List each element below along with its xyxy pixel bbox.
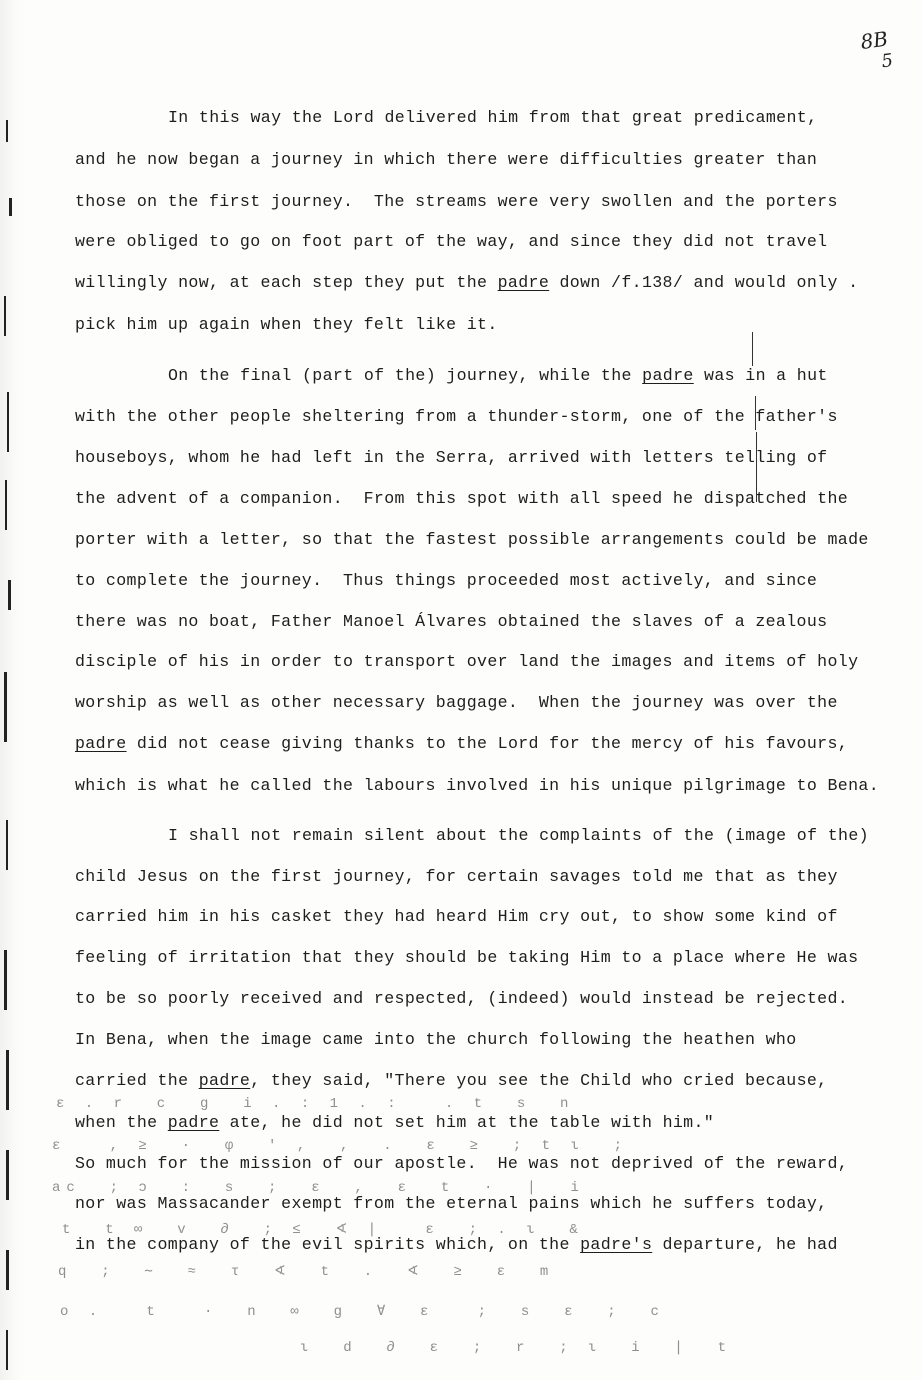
text-line <box>75 776 879 796</box>
text-line <box>75 1154 848 1174</box>
text-run: there was no boat, Father Manoel Álvares obtained the slaves of a zealous <box>75 612 828 631</box>
text-line <box>75 612 827 632</box>
margin-mark <box>4 672 7 742</box>
text-run: when the <box>75 1113 168 1132</box>
text-run: and he now began a journey in which there were difficulties greater than <box>75 150 818 169</box>
text-line <box>75 948 858 968</box>
text-line <box>168 826 869 846</box>
text-run: feeling of irritation that they should be taking Him to a place where He was <box>75 948 859 967</box>
text-run: the advent of a companion. From this spot with all speed he dispatched the <box>75 489 849 508</box>
text-line <box>75 571 817 591</box>
page-number-main: 8B <box>858 26 890 55</box>
text-line <box>75 530 869 550</box>
margin-mark <box>6 1250 9 1290</box>
margin-mark <box>6 1330 8 1370</box>
text-line <box>168 108 817 128</box>
show-through-text: o . t · n ∞ g ∀ ε ; s ε ; c <box>60 1304 665 1320</box>
text-run: were obliged to go on foot part of the way, and since they did not travel <box>75 232 828 251</box>
text-run: ate, he did not set him at the table with him." <box>219 1113 715 1132</box>
underlined-word: padre <box>75 734 127 753</box>
show-through-text: q ; ∼ ≈ τ ∢ t . ∢ ≥ ε m <box>58 1264 555 1280</box>
show-through-text: ι d ∂ ε ; r ; ι i ∣ t <box>300 1340 733 1356</box>
text-line <box>75 150 817 170</box>
margin-mark <box>6 820 8 870</box>
text-line <box>75 1030 797 1050</box>
text-run: On the final (part of the) journey, while the <box>168 366 643 385</box>
text-run: child Jesus on the first journey, for certain savages told me that as they <box>75 867 838 886</box>
page-number <box>859 28 894 74</box>
text-run: to be so poorly received and respected, (indeed) would instead be rejected. <box>75 989 849 1008</box>
text-run: in the company of the evil spirits which, on the <box>75 1235 581 1254</box>
text-run: departure, he had <box>652 1235 838 1254</box>
text-run: which is what he called the labours involved in his unique pilgrimage to Bena. <box>75 776 880 795</box>
show-through-text: ac ; ɔ : s ; ɛ , ε t ∙ ∣ i <box>52 1180 585 1196</box>
text-run: , they said, "There you see the Child who cried because, <box>250 1071 828 1090</box>
underlined-word: padre <box>167 1113 220 1132</box>
text-line <box>75 232 827 252</box>
text-run: down /f.138/ and would only . <box>549 273 859 292</box>
text-line <box>75 1235 838 1255</box>
text-line <box>75 734 848 754</box>
text-line <box>75 192 838 212</box>
page-number-sub: 5 <box>880 49 895 73</box>
text-run: pick him up again when they felt like it. <box>75 315 498 334</box>
text-line <box>75 1194 827 1214</box>
text-line <box>75 315 498 335</box>
underlined-word: padre <box>497 273 550 292</box>
text-run: I shall not remain silent about the complaints of the (image of the) <box>168 826 869 845</box>
margin-mark <box>4 950 7 1010</box>
margin-mark <box>6 120 8 142</box>
text-line <box>75 989 848 1009</box>
text-run: carried the <box>75 1071 199 1090</box>
text-run: nor was Massacander exempt from the eternal pains which he suffers today, <box>75 1194 828 1213</box>
text-line <box>75 489 848 509</box>
text-run: to complete the journey. Thus things proceeded most actively, and since <box>75 571 818 590</box>
text-run: houseboys, whom he had left in the Serra, arrived with letters telling of <box>75 448 828 467</box>
text-run: porter with a letter, so that the fastest possible arrangements could be made <box>75 530 869 549</box>
text-run: worship as well as other necessary baggage. When the journey was over the <box>75 693 838 712</box>
text-line <box>75 407 838 427</box>
show-through-text: ε , ≥ · φ ' , , . ε ≥ ; t ι ; <box>52 1138 629 1154</box>
margin-mark <box>9 198 12 216</box>
show-through-text: t t ∞ v ∂ ; ≤ ∢ ∣ ε ; . ι & <box>62 1222 584 1238</box>
text-line <box>75 273 858 293</box>
text-run: those on the first journey. The streams were very swollen and the porters <box>75 192 838 211</box>
show-through-text: ε . r c g i . : 1 . : . t s n <box>56 1096 575 1112</box>
underlined-word: padre <box>642 366 694 385</box>
text-run: willingly now, at each step they put the <box>75 273 498 292</box>
margin-mark <box>4 296 6 336</box>
margin-mark <box>6 1150 9 1200</box>
text-line <box>75 907 838 927</box>
text-line <box>75 652 858 672</box>
text-line <box>75 693 838 713</box>
text-line <box>75 1071 828 1091</box>
underlined-word: padre's <box>580 1235 653 1254</box>
text-line <box>75 448 827 468</box>
text-line <box>168 366 828 386</box>
margin-mark <box>7 392 9 452</box>
text-run: was in a hut <box>693 366 828 385</box>
text-run: carried him in his casket they had heard Him cry out, to show some kind of <box>75 907 838 926</box>
text-run: In Bena, when the image came into the church following the heathen who <box>75 1030 797 1049</box>
text-run: In this way the Lord delivered him from that great predicament, <box>168 108 818 127</box>
text-line <box>75 867 838 887</box>
underlined-word: padre <box>198 1071 251 1090</box>
text-line <box>75 1113 714 1133</box>
margin-mark <box>5 480 7 530</box>
pencil-mark <box>752 332 753 366</box>
text-run: So much for the mission of our apostle. He was not deprived of the reward, <box>75 1154 849 1173</box>
margin-mark <box>6 1050 9 1110</box>
text-run: with the other people sheltering from a thunder-storm, one of the father's <box>75 407 838 426</box>
text-run: did not cease giving thanks to the Lord for the mercy of his favours, <box>126 734 849 753</box>
text-run: disciple of his in order to transport over land the images and items of holy <box>75 652 859 671</box>
margin-mark <box>8 580 11 610</box>
